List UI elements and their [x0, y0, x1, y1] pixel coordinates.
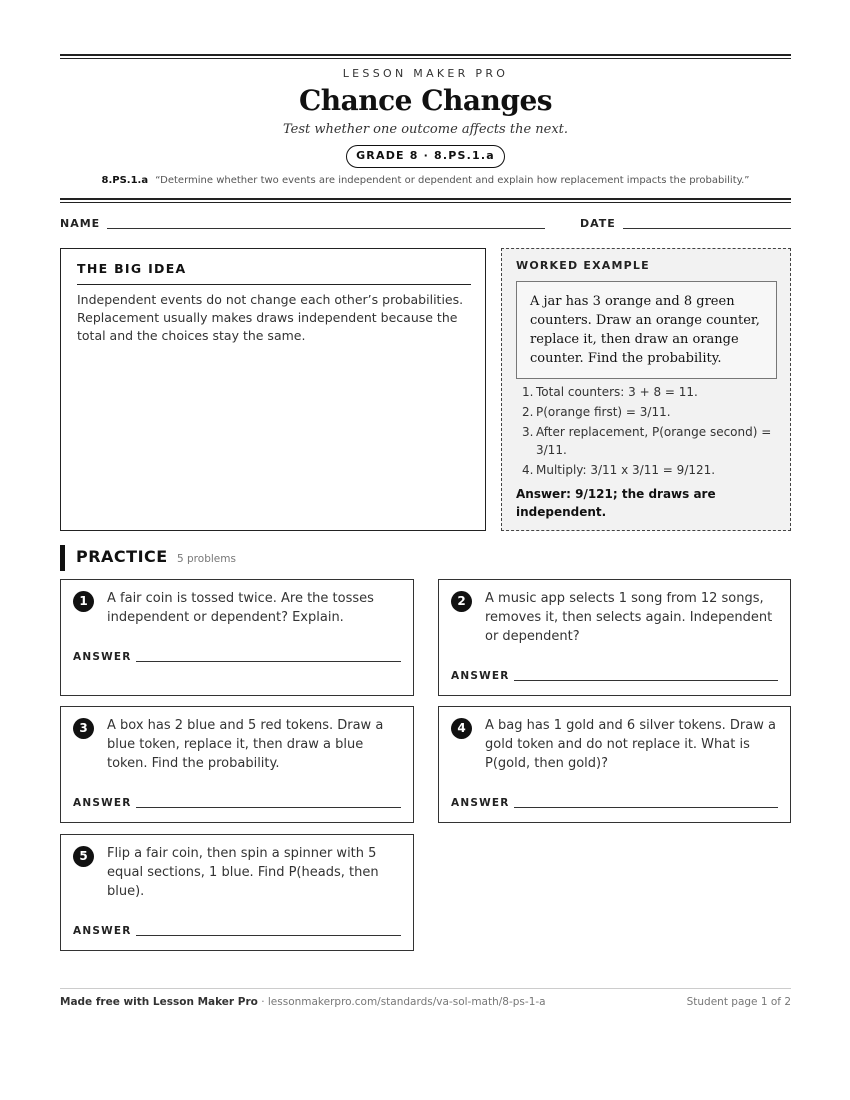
footer-made-with: Made free with Lesson Maker Pro — [60, 996, 258, 1008]
answer-label: ANSWER — [73, 797, 132, 809]
page-subtitle: Test whether one outcome affects the next. — [282, 122, 569, 137]
answer-field[interactable] — [136, 935, 401, 936]
page-title: Chance Changes — [298, 84, 553, 117]
problem-text: A box has 2 blue and 5 red tokens. Draw a blue token, replace it, then draw a blue token. Find the probability. — [107, 718, 384, 771]
worked-step: 1. Total counters: 3 + 8 = 11. — [522, 385, 698, 399]
worked-step: 2. P(orange first) = 3/11. — [522, 405, 671, 419]
worked-example-steps — [522, 383, 778, 481]
header-bottom-rule — [60, 198, 791, 203]
footer-credit — [60, 996, 546, 1008]
footer-rule — [60, 988, 791, 989]
answer-field[interactable] — [514, 807, 778, 808]
date-label: DATE — [580, 217, 616, 230]
big-idea-heading: THE BIG IDEA — [77, 261, 471, 285]
big-idea-box — [60, 248, 486, 531]
name-label: NAME — [60, 217, 101, 230]
answer-label: ANSWER — [451, 670, 510, 682]
problem-text: A bag has 1 gold and 6 silver tokens. Draw a gold token and do not replace it. What is P(gold, then gold)? — [485, 718, 776, 771]
grade-badge: GRADE 8 · 8.PS.1.a — [346, 145, 505, 168]
footer-url[interactable]: lessonmakerpro.com/standards/va-sol-math/8-ps-1-a — [267, 996, 546, 1008]
footer-page-number: Student page 1 of 2 — [686, 996, 791, 1008]
worked-example-problem: A jar has 3 orange and 8 green counters. Draw an orange counter, replace it, then draw an orange counter. Find the probability. — [516, 281, 777, 379]
answer-label: ANSWER — [73, 651, 132, 663]
name-field[interactable] — [107, 228, 545, 229]
footer-separator: · — [257, 996, 268, 1008]
standard-description — [60, 175, 791, 186]
problem-text: A fair coin is tossed twice. Are the tosses independent or dependent? Explain. — [107, 591, 374, 625]
problem-text: A music app selects 1 song from 12 songs, removes it, then selects again. Independent or dependent? — [485, 591, 773, 644]
problem-card-1 — [60, 579, 414, 696]
worked-example-answer: Answer: 9/121; the draws are independent. — [516, 487, 716, 519]
problem-card-4 — [438, 706, 791, 823]
problem-card-3 — [60, 706, 414, 823]
problem-number-badge: 4 — [451, 718, 472, 739]
problem-number-badge: 2 — [451, 591, 472, 612]
problem-number-badge: 1 — [73, 591, 94, 612]
answer-label: ANSWER — [73, 925, 132, 937]
practice-count: 5 problems — [177, 553, 236, 565]
brand-name: LESSON MAKER PRO — [342, 67, 509, 80]
standard-code: 8.PS.1.a — [101, 175, 149, 186]
problem-card-2 — [438, 579, 791, 696]
practice-accent-bar — [60, 545, 65, 571]
answer-field[interactable] — [136, 661, 401, 662]
problem-number-badge: 3 — [73, 718, 94, 739]
answer-field[interactable] — [514, 680, 778, 681]
worked-example-heading: WORKED EXAMPLE — [516, 259, 650, 272]
worksheet-page — [60, 0, 791, 1100]
worked-example-box — [501, 248, 791, 531]
answer-field[interactable] — [136, 807, 401, 808]
problem-card-5 — [60, 834, 414, 951]
big-idea-text: Independent events do not change each other’s probabilities. Replacement usually makes draws independent because the total and the choices stay the same. — [77, 292, 464, 343]
date-field[interactable] — [623, 228, 791, 229]
practice-heading: PRACTICE — [76, 547, 168, 566]
standard-text: “Determine whether two events are independent or dependent and explain how replacement impacts the probability.” — [155, 175, 750, 186]
worked-step: 4. Multiply: 3/11 x 3/11 = 9/121. — [522, 463, 716, 477]
header-top-rule — [60, 54, 791, 59]
answer-label: ANSWER — [451, 797, 510, 809]
problem-number-badge: 5 — [73, 846, 94, 867]
problem-text: Flip a fair coin, then spin a spinner with 5 equal sections, 1 blue. Find P(heads, then blue). — [107, 846, 379, 899]
worked-step: 3. After replacement, P(orange second) = 3/11. — [522, 425, 772, 457]
